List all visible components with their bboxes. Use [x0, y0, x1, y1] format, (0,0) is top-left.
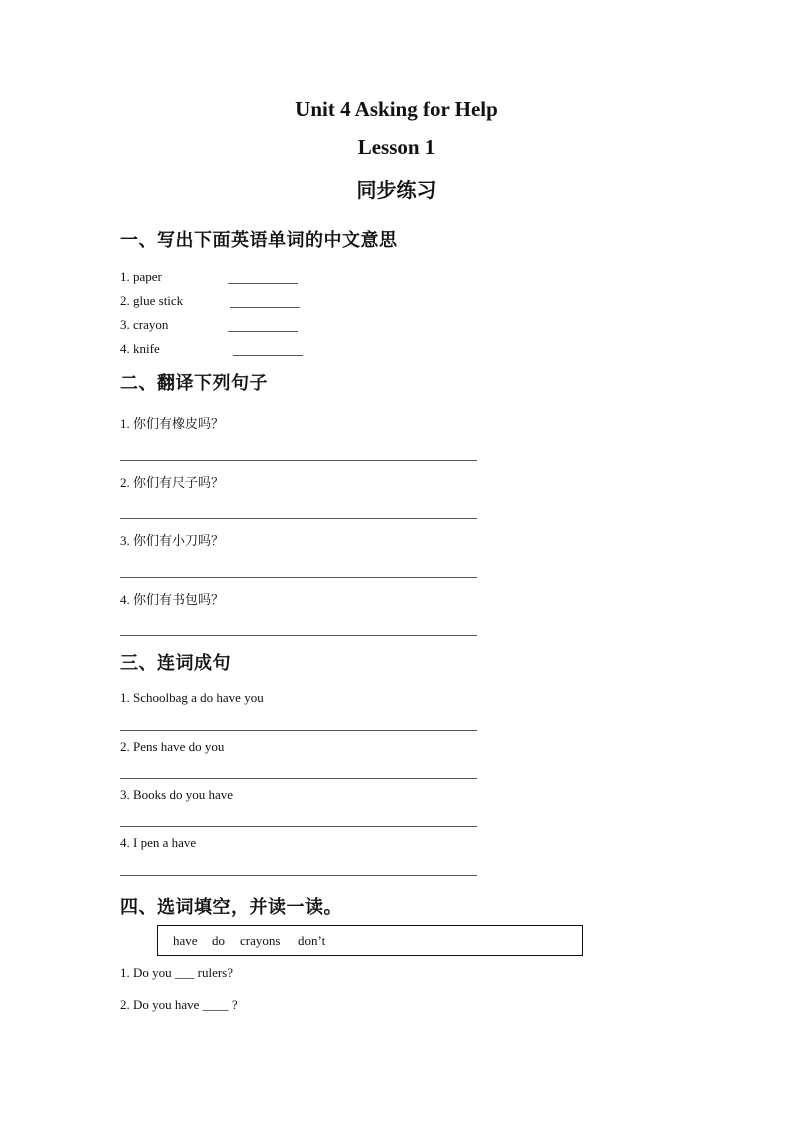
- item-number: 3.: [120, 533, 130, 548]
- answer-blank-4[interactable]: [233, 355, 303, 356]
- section-3-heading: 三、连词成句: [120, 653, 231, 674]
- vocab-item-4: 4. knife: [120, 341, 160, 356]
- item-number: 4.: [120, 592, 130, 607]
- scramble-item-2: 2. Pens have do you: [120, 739, 225, 754]
- fill-blank-item-2: 2. Do you have ____ ?: [120, 997, 238, 1012]
- item-number: 2.: [120, 475, 130, 490]
- answer-line-3-3[interactable]: [120, 826, 477, 827]
- vocab-item-2: 2. glue stick: [120, 293, 184, 308]
- lesson-title: Lesson 1: [357, 135, 436, 159]
- section-4-heading: 四、选词填空，并读一读。: [120, 897, 342, 918]
- worksheet-subtitle: 同步练习: [356, 178, 437, 202]
- answer-line-3-2[interactable]: [120, 778, 477, 779]
- word-bank: [157, 925, 583, 956]
- answer-line-3-1[interactable]: [120, 730, 477, 731]
- item-text: 你们有尺子吗？: [133, 476, 225, 491]
- translate-item-1: [120, 413, 224, 432]
- vocab-item-3: 3. crayon: [120, 317, 169, 332]
- translate-item-3: [120, 530, 224, 549]
- scramble-item-3: 3. Books do you have: [120, 787, 234, 802]
- section-2-heading: 二、翻译下列句子: [120, 373, 268, 394]
- word-bank-word: don’t: [298, 933, 326, 948]
- item-text: 你们有小刀吗？: [133, 534, 225, 549]
- answer-line-2-2[interactable]: [120, 518, 477, 519]
- answer-blank-1[interactable]: [228, 283, 298, 284]
- worksheet-title: Unit 4 Asking for Help: [295, 97, 498, 121]
- fill-blank-item-1: 1. Do you ___ rulers?: [120, 965, 234, 980]
- answer-blank-3[interactable]: [228, 331, 298, 332]
- item-text: 你们有书包吗？: [133, 593, 225, 608]
- answer-line-2-3[interactable]: [120, 577, 477, 578]
- vocab-item-1: 1. paper: [120, 269, 162, 284]
- answer-line-2-1[interactable]: [120, 460, 477, 461]
- section-1-heading: 一、写出下面英语单词的中文意思: [120, 230, 398, 251]
- word-bank-word: have: [173, 933, 198, 948]
- scramble-item-4: 4. I pen a have: [120, 835, 197, 850]
- answer-blank-2[interactable]: [230, 307, 300, 308]
- translate-item-4: [120, 589, 224, 608]
- item-text: 你们有橡皮吗？: [133, 417, 225, 432]
- item-number: 1.: [120, 416, 130, 431]
- scramble-item-1: 1. Schoolbag a do have you: [120, 690, 264, 705]
- translate-item-2: [120, 472, 224, 491]
- answer-line-2-4[interactable]: [120, 635, 477, 636]
- word-bank-word: do: [212, 933, 225, 948]
- answer-line-3-4[interactable]: [120, 875, 477, 876]
- word-bank-word: crayons: [240, 933, 281, 948]
